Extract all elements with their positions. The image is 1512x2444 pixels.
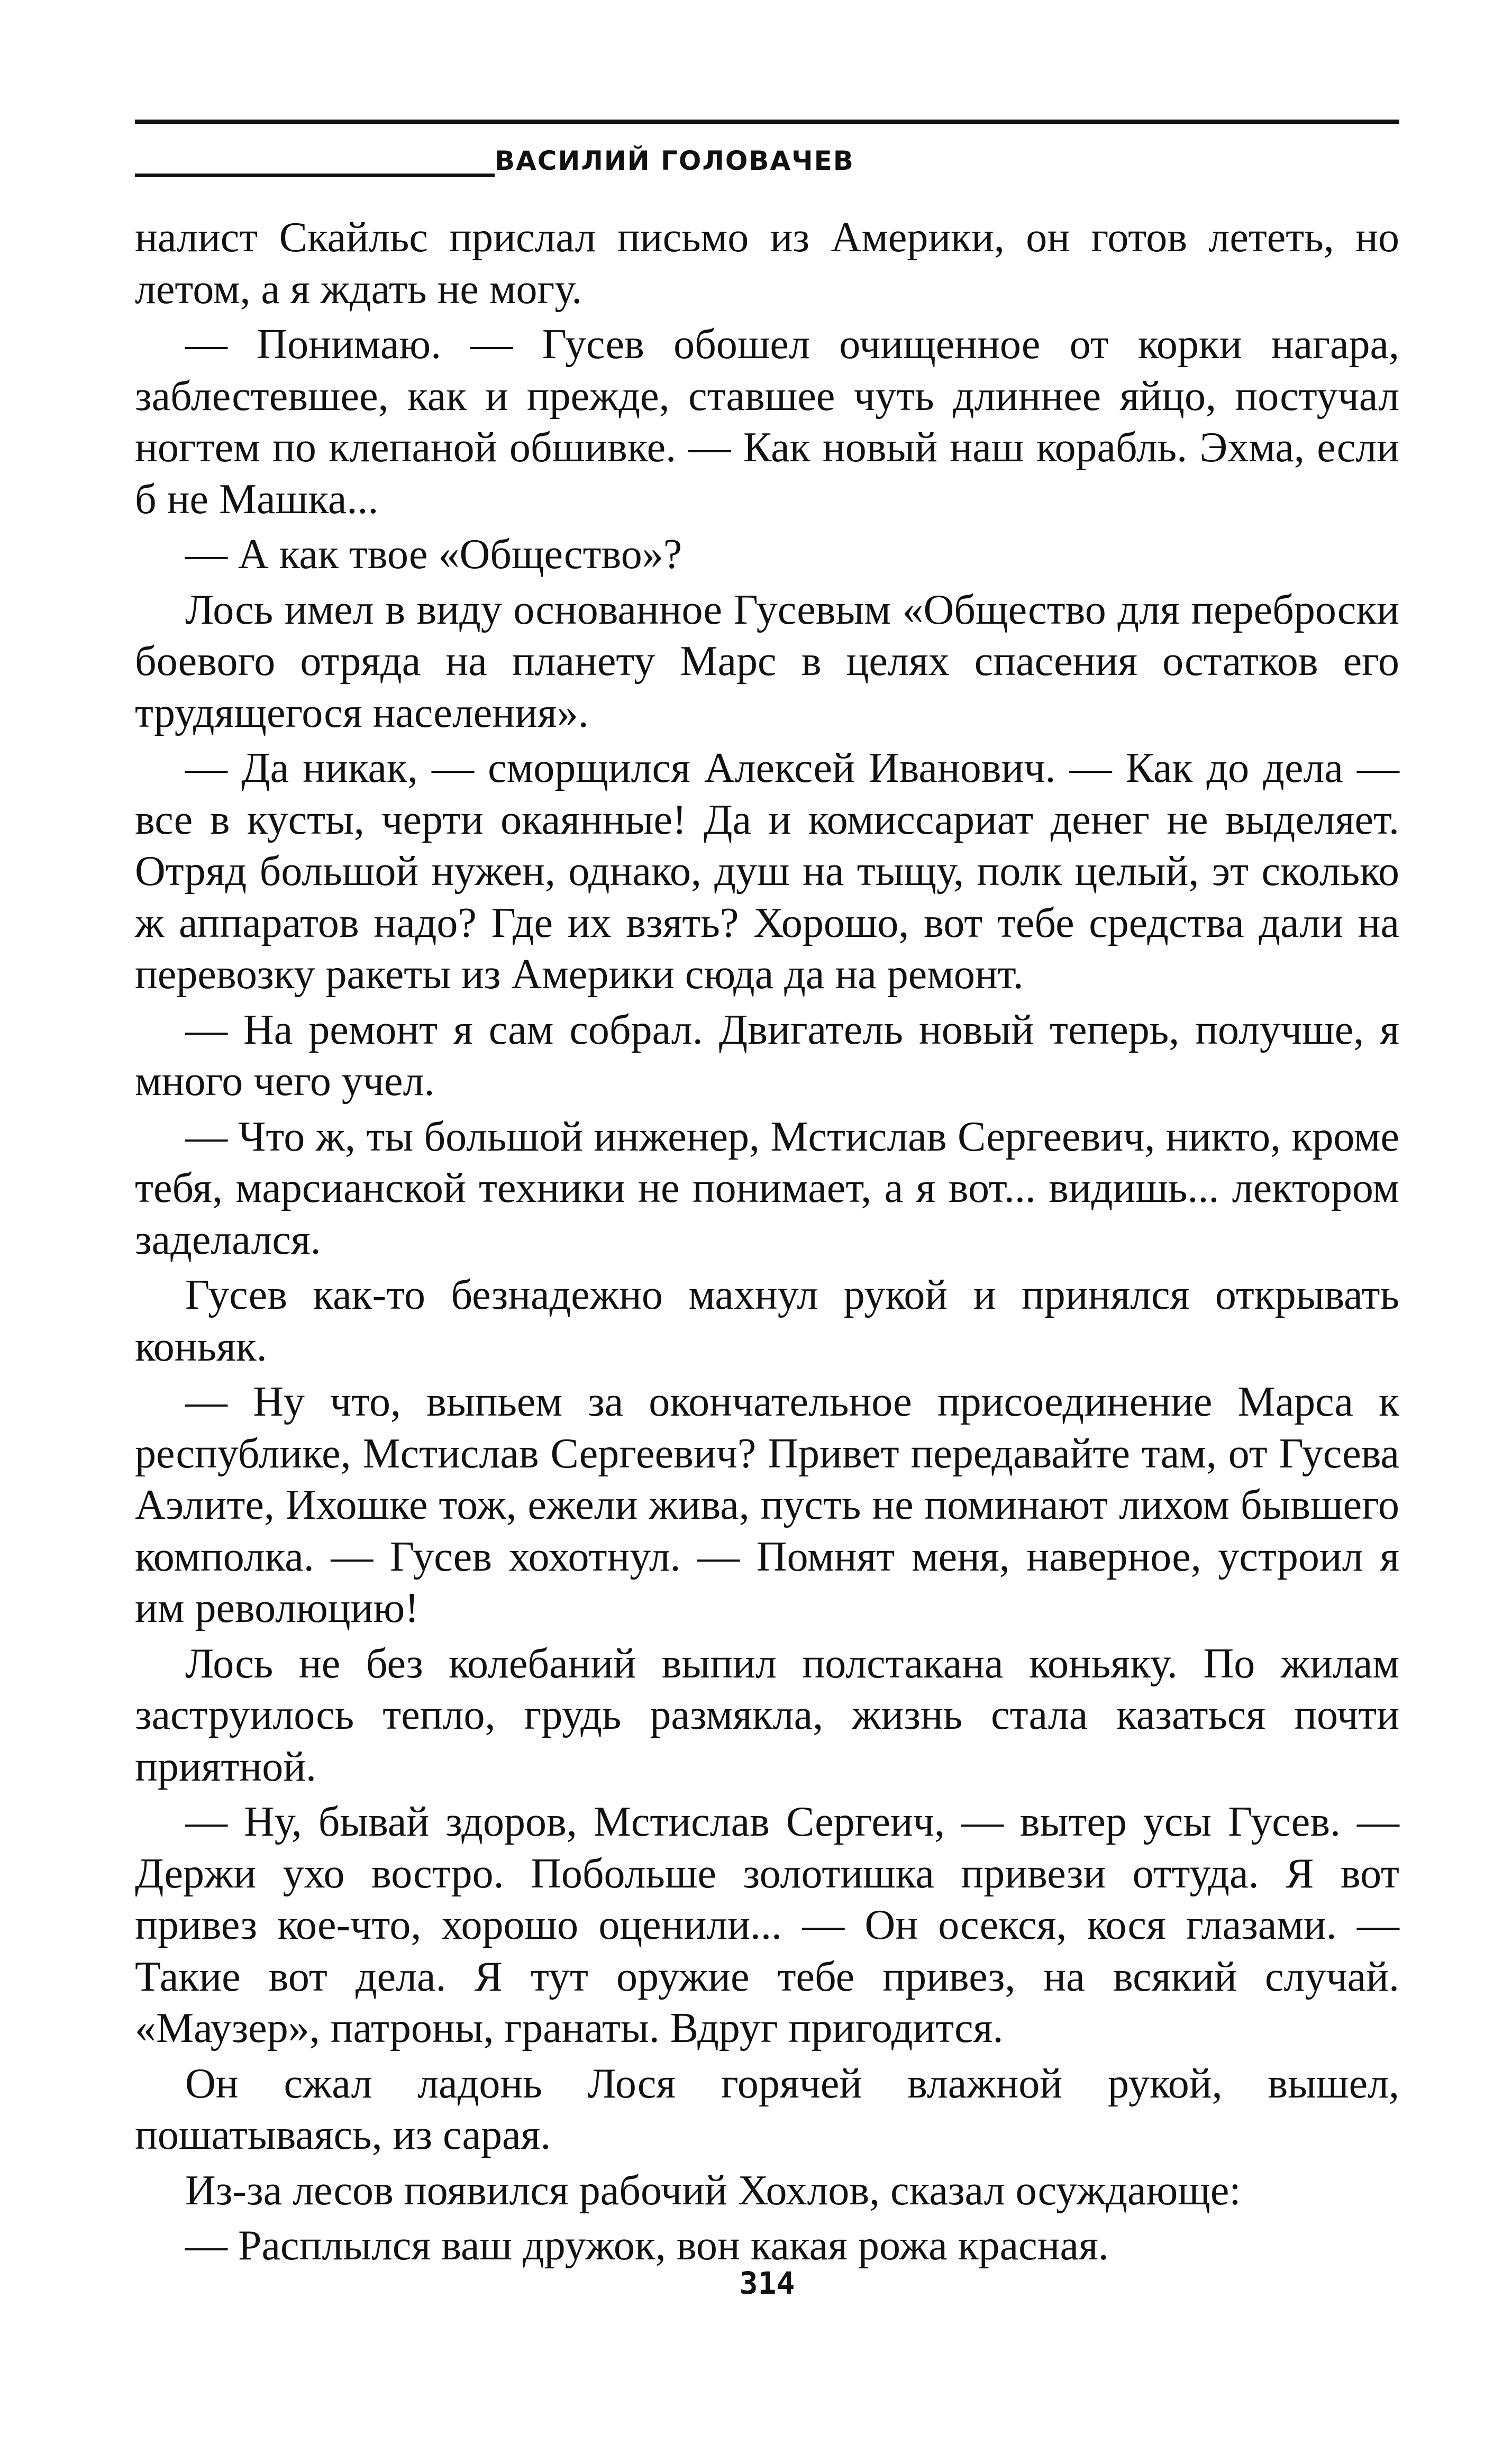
author-name: ВАСИЛИЙ ГОЛОВАЧЕВ [495, 145, 854, 176]
paragraph: — Расплылся ваш дружок, вон какая рожа красная. [185, 2222, 1109, 2269]
paragraph: — Да никак, — сморщился Алексей Иванович. — Как до дела — все в кусты, черти окаянные! Да и комиссариат денег не выделяет. Отряд большой нужен, однако, душ на тыщу, полк целый, эт сколько ж аппаратов надо? Где их взять? Хорошо, вот тебе средства дали на перевозку ракеты из Америки сюда да на ремонт. [135, 745, 1399, 998]
paragraph: — Ну, бывай здоров, Мстислав Сергеич, — вытер усы Гусев. — Держи ухо востро. Побольше золотишка привези оттуда. Я вот привез кое-что, хорошо оценили... — Он осекся, кося глазами. — Такие вот дела. Я тут оружие тебе привез, на всякий случай. «Маузер», патроны, гранаты. Вдруг пригодится. [135, 1799, 1399, 2051]
paragraph: налист Скайльс прислал письмо из Америки, он готов лететь, но летом, а я ждать не могу. [135, 214, 1399, 313]
paragraph: Лось имел в виду основанное Гусевым «Общество для переброски боевого отряда на планету Марс в целях спасения остатков его трудящегося населения». [135, 586, 1399, 736]
paragraph: Лось не без колебаний выпил полстакана коньяку. По жилам заструилось тепло, грудь размякла, жизнь стала казаться почти приятной. [135, 1640, 1399, 1790]
paragraph: — Что ж, ты большой инженер, Мстислав Сергеевич, никто, кроме тебя, марсианской техники не понимает, а я вот... видишь... лектором заделался. [135, 1113, 1399, 1263]
body-text [135, 212, 1399, 2276]
paragraph: — А как твое «Общество»? [185, 531, 682, 578]
paragraph: Из-за лесов появился рабочий Хохлов, сказал осуждающе: [185, 2167, 1241, 2214]
paragraph: — На ремонт я сам собрал. Двигатель новый теперь, получше, я много чего учел. [135, 1006, 1399, 1105]
page-number: 314 [739, 2265, 795, 2301]
running-head-rule [135, 174, 495, 177]
paragraph: — Ну что, выпьем за окончательное присоединение Марса к республике, Мстислав Сергеевич? Привет передавайте там, от Гусева Аэлите, Ихошке тож, ежели жива, пусть не поминают лихом бывшего комполка. — Гусев хохотнул. — Помнят меня, наверное, устроил я им революцию! [135, 1379, 1399, 1631]
paragraph: Он сжал ладонь Лося горячей влажной рукой, вышел, пошатываясь, из сарая. [135, 2060, 1399, 2158]
paragraph: Гусев как-то безнадежно махнул рукой и принялся открывать коньяк. [135, 1272, 1399, 1370]
running-head [135, 140, 1399, 182]
paragraph: — Понимаю. — Гусев обошел очищенное от корки нагара, заблестевшее, как и прежде, ставшее чуть длиннее яйцо, постучал ногтем по клепаной обшивке. — Как новый наш корабль. Эхма, если б не Машка... [135, 321, 1399, 523]
top-rule [135, 120, 1399, 124]
